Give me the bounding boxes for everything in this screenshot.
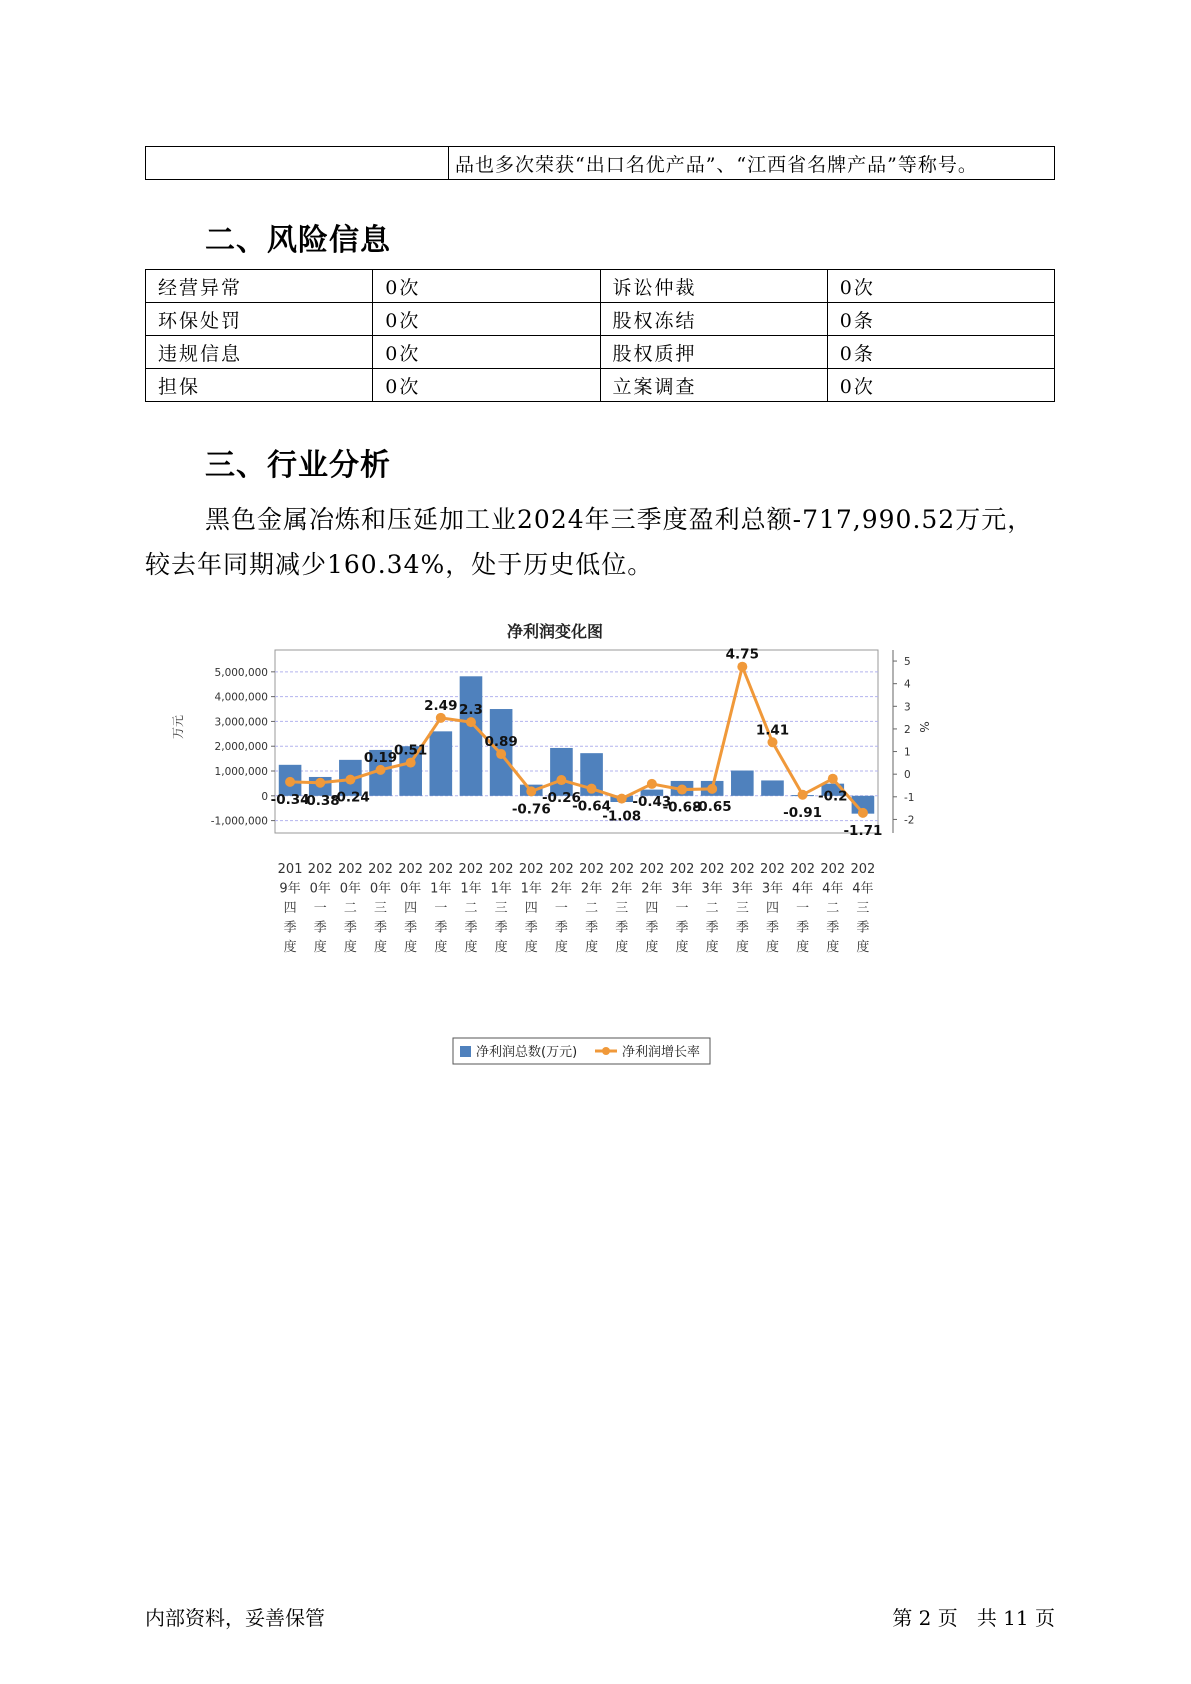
risk-value: 0次 [827, 369, 1054, 402]
risk-label: 诉讼仲裁 [600, 270, 827, 303]
risk-label: 股权冻结 [600, 303, 827, 336]
growth-point [526, 786, 536, 796]
x-tick-label: 季 [675, 920, 689, 936]
growth-label: 2.3 [459, 702, 483, 719]
left-tick-label: 2,000,000 [214, 741, 268, 754]
x-tick-label: 3年 [761, 881, 784, 897]
x-tick-label: 季 [283, 920, 297, 936]
x-tick-label: 季 [585, 920, 599, 936]
intro-table-tail [145, 146, 1055, 180]
risk-value: 0次 [373, 336, 600, 369]
risk-row [146, 303, 1055, 336]
left-tick-label: 3,000,000 [214, 716, 268, 729]
x-tick-label: 度 [705, 940, 719, 955]
x-tick-label: 202 [518, 862, 544, 877]
x-tick-label: 0年 [369, 881, 392, 897]
x-tick-label: 季 [765, 920, 779, 936]
x-tick-label: 度 [343, 940, 357, 955]
x-tick-label: 度 [464, 940, 478, 955]
growth-label: 0.51 [394, 742, 428, 759]
x-tick-label: 二 [826, 901, 840, 916]
x-tick-label: 季 [343, 920, 357, 936]
growth-point [436, 713, 446, 723]
x-tick-label: 202 [669, 862, 695, 877]
x-tick-label: 2年 [580, 881, 603, 897]
x-tick-label: 1年 [460, 881, 482, 897]
risk-label: 违规信息 [146, 336, 373, 369]
left-axis-label: 万元 [171, 714, 185, 740]
right-tick-label: 4 [904, 678, 911, 691]
x-tick-label: 0年 [309, 881, 331, 897]
risk-value: 0条 [827, 336, 1054, 369]
growth-label: -1.08 [602, 808, 642, 825]
x-tick-label: 2年 [550, 881, 573, 897]
risk-value: 0次 [373, 303, 600, 336]
growth-point [617, 794, 627, 804]
x-tick-label: 季 [826, 920, 840, 936]
growth-point [556, 775, 566, 785]
x-tick-label: 一 [675, 901, 689, 916]
growth-label: 2.49 [424, 697, 458, 714]
x-tick-label: 二 [343, 901, 357, 916]
x-tick-label: 度 [434, 940, 448, 955]
x-tick-label: 4年 [791, 881, 814, 897]
x-tick-label: 202 [609, 862, 635, 877]
growth-point [466, 717, 476, 727]
x-tick-label: 四 [404, 901, 418, 916]
x-tick-label: 季 [313, 920, 327, 936]
x-tick-label: 202 [307, 862, 333, 877]
x-tick-label: 四 [645, 901, 659, 916]
growth-label: -0.64 [572, 798, 612, 815]
x-tick-label: 3年 [701, 881, 723, 897]
x-tick-label: 三 [374, 901, 388, 916]
x-tick-label: 度 [524, 940, 538, 955]
growth-point [587, 784, 597, 794]
x-tick-label: 3年 [731, 881, 753, 897]
x-tick-label: 二 [705, 901, 719, 916]
growth-label: -0.65 [692, 798, 732, 815]
x-tick-label: 202 [368, 862, 393, 877]
x-tick-label: 季 [434, 920, 448, 936]
risk-row [146, 336, 1055, 369]
x-tick-label: 0年 [339, 881, 362, 897]
x-tick-label: 度 [283, 940, 297, 955]
x-tick-label: 季 [404, 920, 418, 936]
x-tick-label: 季 [615, 920, 629, 936]
x-tick-label: 4年 [822, 881, 844, 897]
x-tick-label: 2年 [641, 881, 663, 897]
footer-page-number: 第 2 页 共 11 页 [892, 1606, 1055, 1630]
right-tick-label: 2 [904, 723, 911, 736]
legend-bar-label: 净利润总数(万元) [476, 1045, 578, 1060]
risk-value: 0条 [827, 303, 1054, 336]
x-tick-label: 度 [735, 940, 749, 955]
growth-point [767, 737, 777, 747]
x-tick-label: 0年 [400, 881, 422, 897]
x-tick-label: 202 [760, 862, 785, 877]
chart-title: 净利润变化图 [506, 622, 604, 641]
left-tick-label: -1,000,000 [210, 815, 268, 828]
growth-label: -0.2 [818, 788, 848, 805]
x-tick-label: 202 [790, 862, 816, 877]
bar [460, 676, 483, 796]
left-tick-label: 0 [261, 790, 268, 803]
x-tick-label: 季 [524, 920, 538, 936]
risk-row [146, 270, 1055, 303]
risk-label: 经营异常 [146, 270, 373, 303]
x-tick-label: 季 [856, 920, 870, 936]
x-tick-label: 202 [850, 862, 876, 877]
x-tick-label: 度 [554, 940, 568, 955]
footer-confidential: 内部资料，妥善保管 [145, 1606, 325, 1630]
growth-point [677, 785, 687, 795]
x-tick-label: 四 [524, 901, 538, 916]
x-tick-label: 三 [856, 901, 870, 916]
growth-point [406, 758, 416, 768]
x-tick-label: 度 [494, 940, 508, 955]
growth-point [737, 662, 747, 672]
growth-label: 0.19 [363, 749, 398, 766]
x-tick-label: 201 [277, 862, 303, 877]
left-tick-label: 5,000,000 [214, 666, 268, 679]
x-tick-label: 度 [585, 940, 599, 955]
right-tick-label: 3 [904, 701, 911, 714]
x-tick-label: 二 [464, 901, 478, 916]
right-tick-label: 0 [904, 769, 911, 782]
growth-label: 4.75 [725, 646, 759, 663]
growth-point [345, 775, 355, 785]
industry-heading: 三、行业分析 [205, 448, 391, 483]
left-tick-label: 1,000,000 [214, 766, 268, 779]
x-tick-label: 度 [796, 940, 810, 955]
legend-bar-swatch [460, 1046, 471, 1057]
risk-value: 0次 [827, 270, 1054, 303]
x-tick-label: 202 [639, 862, 665, 877]
growth-label: 0.89 [484, 734, 518, 751]
x-tick-label: 季 [735, 920, 749, 936]
right-tick-label: -1 [904, 791, 915, 804]
x-tick-label: 四 [765, 901, 779, 916]
x-tick-label: 季 [374, 920, 388, 936]
x-tick-label: 季 [705, 920, 719, 936]
growth-point [828, 774, 838, 784]
bar [761, 780, 784, 795]
x-tick-label: 202 [549, 862, 574, 877]
x-tick-label: 二 [585, 901, 599, 916]
risk-label: 环保处罚 [146, 303, 373, 336]
right-tick-label: 1 [904, 746, 911, 759]
x-tick-label: 季 [464, 920, 478, 936]
x-tick-label: 度 [404, 940, 418, 955]
intro-cell-left [146, 147, 449, 180]
growth-label: -0.34 [270, 791, 310, 808]
x-tick-label: 季 [796, 920, 810, 936]
growth-label: -0.24 [330, 789, 370, 806]
x-tick-label: 三 [735, 901, 749, 916]
growth-point [798, 790, 808, 800]
x-tick-label: 202 [337, 862, 363, 877]
x-tick-label: 一 [434, 901, 448, 916]
x-tick-label: 度 [675, 940, 689, 955]
x-tick-label: 202 [458, 862, 484, 877]
x-tick-label: 度 [826, 940, 840, 955]
growth-point [315, 778, 325, 788]
growth-label: -0.43 [632, 793, 672, 810]
growth-label: -0.76 [511, 801, 551, 818]
x-tick-label: 季 [645, 920, 659, 936]
x-tick-label: 三 [615, 901, 629, 916]
x-tick-label: 四 [283, 901, 297, 916]
x-tick-label: 2年 [611, 881, 633, 897]
risk-label: 立案调查 [600, 369, 827, 402]
x-tick-label: 202 [820, 862, 846, 877]
growth-label: -1.71 [843, 822, 883, 839]
growth-label: 1.41 [755, 722, 790, 739]
growth-label: -0.26 [541, 790, 581, 807]
growth-label: -0.91 [783, 804, 823, 821]
x-tick-label: 一 [796, 901, 810, 916]
risk-label: 担保 [146, 369, 373, 402]
intro-cell-right: 品也多次荣获“出口名优产品”、“江西省名牌产品”等称号。 [449, 147, 1055, 180]
x-tick-label: 度 [856, 940, 870, 955]
risk-heading: 二、风险信息 [205, 223, 391, 258]
x-tick-label: 4年 [852, 881, 874, 897]
x-tick-label: 202 [729, 862, 755, 877]
bar [550, 748, 573, 796]
bar [430, 731, 453, 795]
risk-value: 0次 [373, 369, 600, 402]
x-tick-label: 季 [494, 920, 508, 936]
right-tick-label: -2 [904, 814, 915, 827]
x-tick-label: 度 [313, 940, 327, 955]
x-tick-label: 一 [313, 901, 327, 916]
industry-paragraph: 黑色金属冶炼和压延加工业2024年三季度盈利总额-717,990.52万元，较去年同期减少160.34%，处于历史低位。 [145, 505, 1034, 579]
right-axis-label: % [917, 721, 931, 733]
x-tick-label: 202 [699, 862, 725, 877]
growth-point [707, 784, 717, 794]
x-tick-label: 度 [615, 940, 629, 955]
x-tick-label: 1年 [430, 881, 452, 897]
growth-point [285, 777, 295, 787]
growth-point [858, 808, 868, 818]
x-tick-label: 202 [428, 862, 454, 877]
x-tick-label: 度 [374, 940, 388, 955]
growth-point [647, 779, 657, 789]
x-tick-label: 1年 [490, 881, 512, 897]
right-tick-label: 5 [904, 656, 911, 669]
x-tick-label: 一 [554, 901, 568, 916]
growth-label: -0.68 [662, 799, 702, 816]
risk-label: 股权质押 [600, 336, 827, 369]
x-tick-label: 1年 [520, 881, 542, 897]
growth-point [376, 765, 386, 775]
x-tick-label: 202 [398, 862, 424, 877]
risk-table [145, 269, 1055, 402]
net-profit-chart [170, 615, 980, 1070]
legend-line-label: 净利润增长率 [622, 1045, 701, 1060]
risk-row [146, 369, 1055, 402]
x-tick-label: 三 [494, 901, 508, 916]
x-tick-label: 9年 [279, 881, 301, 897]
risk-value: 0次 [373, 270, 600, 303]
chart-svg [170, 615, 980, 1070]
growth-label: -0.38 [300, 792, 340, 809]
x-tick-label: 202 [488, 862, 514, 877]
growth-point [496, 749, 506, 759]
x-tick-label: 度 [645, 940, 659, 955]
bar [731, 771, 754, 796]
x-tick-label: 3年 [671, 881, 693, 897]
legend-line-marker [602, 1047, 610, 1055]
x-tick-label: 季 [554, 920, 568, 936]
x-tick-label: 202 [579, 862, 604, 877]
left-tick-label: 4,000,000 [214, 691, 268, 704]
x-tick-label: 度 [765, 940, 779, 955]
